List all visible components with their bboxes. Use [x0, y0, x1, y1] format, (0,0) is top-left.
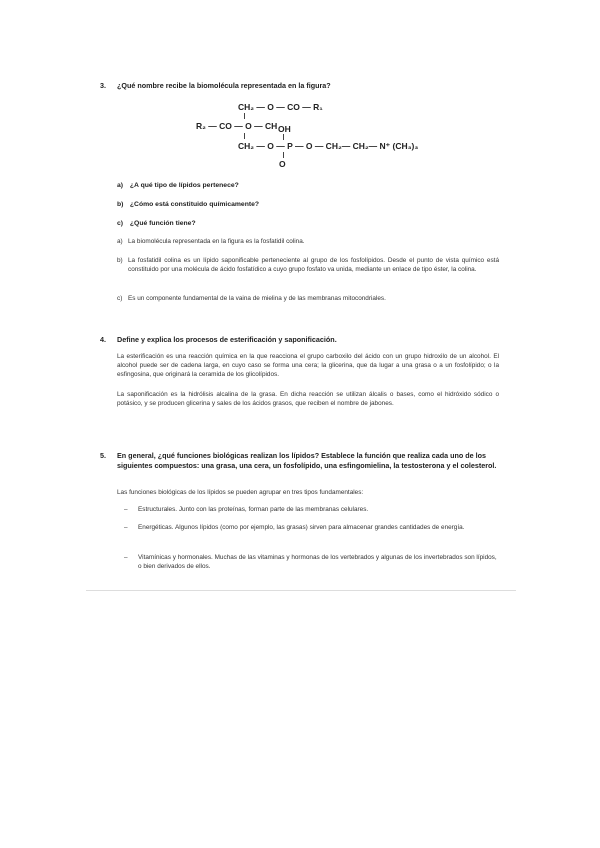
- list-item-text: Energéticas. Algunos lípidos (como por ejemplo, las grasas) sirven para almacenar grandes cantidades de energía.: [138, 524, 465, 531]
- sub-question-b: [117, 200, 259, 209]
- paragraph-esterification: La esterificación es una reacción química en la que reacciona el grupo carboxilo del ácido con un grupo hidroxilo de un alcohol. El alcohol puede ser de cadena larga, en cuyo caso se forma una cera; la glicerina, que da lugar a una grasa o a un fosfolípido; o la esfingosina, que originará la ceramida de los glicolípidos.: [117, 353, 499, 378]
- list-item: [124, 554, 499, 572]
- sub-question-c: [117, 219, 196, 228]
- dash-marker: –: [124, 524, 128, 531]
- answer-label: b): [117, 257, 123, 264]
- answer-label: a): [117, 238, 123, 245]
- question-5: [100, 451, 500, 481]
- list-item: [124, 524, 499, 542]
- formula-bottom-line: CH₂ — O — P — O — CH₂— CH₂— N⁺ (CH₃)₃: [238, 141, 419, 151]
- answer-text: La biomolécula representada en la figura es la fosfatidil colina.: [128, 238, 305, 245]
- dash-marker: –: [124, 506, 128, 513]
- page-divider: [86, 590, 516, 591]
- sub-label: a): [117, 182, 124, 189]
- formula-middle-line: R₂ — CO — O — CH: [196, 121, 278, 131]
- paragraph-intro: Las funciones biológicas de los lípidos se pueden agrupar en tres tipos fundamentales:: [117, 489, 364, 496]
- answer-c: [117, 295, 499, 304]
- sub-text: ¿Qué función tiene?: [129, 220, 196, 227]
- question-4: [100, 335, 520, 345]
- formula-oh: OH: [278, 124, 291, 134]
- list-item-text: Estructurales. Junto con las proteínas, forman parte de las membranas celulares.: [138, 506, 369, 513]
- answer-a: [117, 238, 499, 247]
- chemical-formula: [190, 100, 430, 180]
- dash-marker: –: [124, 554, 128, 561]
- question-text: Define y explica los procesos de esterificación y saponificación.: [117, 335, 337, 344]
- sub-label: b): [117, 201, 124, 208]
- sub-text: ¿A qué tipo de lípidos pertenece?: [129, 182, 239, 189]
- paragraph-saponification: La saponificación es la hidrólisis alcalina de la grasa. En dicha reacción se utilizan álcalis o bases, como el hidróxido sódico o potásico, y se producen glicerina y sales de los ácidos grasos, que reciben el nombre de jabones.: [117, 391, 499, 407]
- question-text: En general, ¿qué funciones biológicas realizan los lípidos? Establece la función que realiza cada uno de los siguientes compuestos: una grasa, una cera, un fosfolípido, una esfingomielina, la testosterona y el colesterol.: [117, 451, 497, 470]
- bond-line: [244, 113, 245, 119]
- list-item: [124, 506, 499, 515]
- answer-text: La fosfatidil colina es un lípido saponificable perteneciente al grupo de los fosfolípidos. Desde el punto de vista químico está constituido por una molécula de ácido fosfatídico a cuyo grupo fosfato va unida, mediante un enlace de tipo éster, la colina.: [128, 257, 499, 273]
- sub-question-a: [117, 181, 239, 190]
- question-text: ¿Qué nombre recibe la biomolécula representada en la figura?: [117, 81, 331, 90]
- sub-label: c): [117, 220, 124, 227]
- answer-label: c): [117, 295, 123, 302]
- question-number: 3.: [100, 81, 106, 90]
- answer-b: [117, 257, 499, 284]
- formula-o-bottom: O: [279, 159, 286, 169]
- list-item-text: Vitamínicas y hormonales. Muchas de las vitaminas y hormonas de los vertebrados y algunas de los invertebrados son lípidos, o bien derivados de ellos.: [138, 554, 497, 570]
- question-3: [100, 81, 520, 91]
- bond-line: [283, 152, 284, 158]
- sub-text: ¿Cómo está constituido químicamente?: [129, 201, 260, 208]
- answer-text: Es un componente fundamental de la vaina de mielina y de las membranas mitocondriales.: [128, 295, 386, 302]
- bond-line: [283, 134, 284, 140]
- bond-line: [244, 133, 245, 139]
- formula-top-line: CH₂ — O — CO — R₁: [238, 102, 323, 112]
- question-number: 5.: [100, 451, 106, 460]
- question-number: 4.: [100, 335, 106, 344]
